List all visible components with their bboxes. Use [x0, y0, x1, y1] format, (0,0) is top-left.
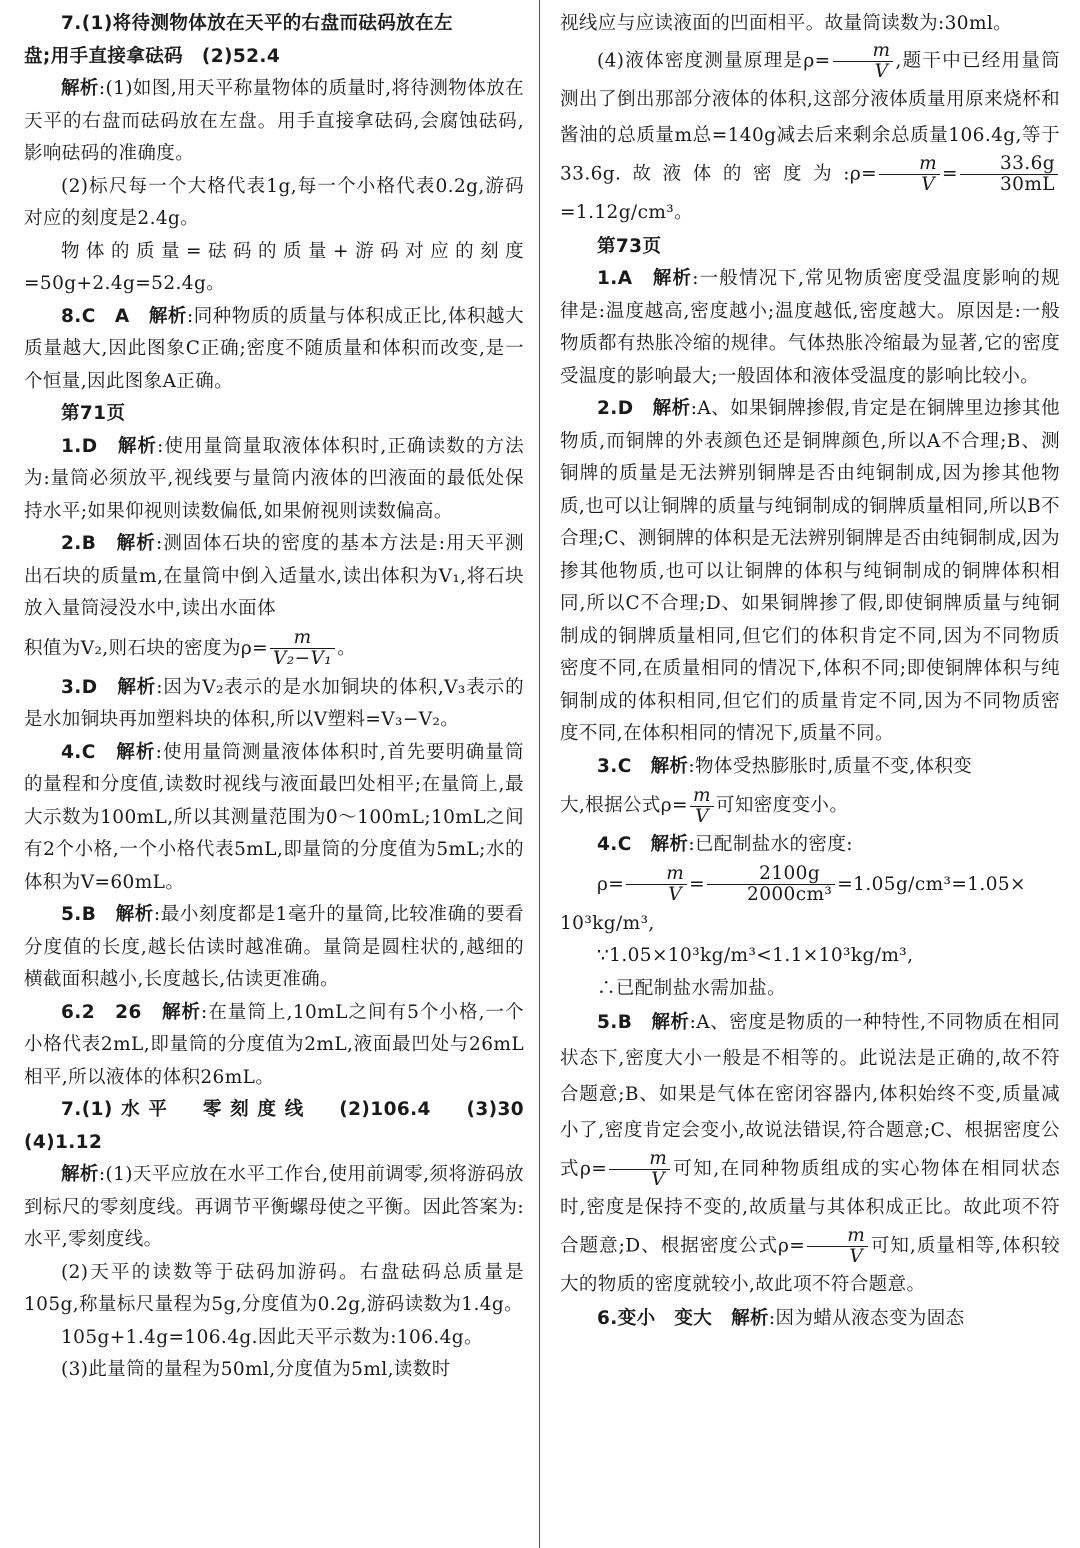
- p71-q7-analysis: 解析:(1)天平应放在水平工作台,使用前调零,须将游码放到标尺的零刻度线。再调节平衡螺母使之平衡。因此答案为:水平,零刻度线。: [24, 1164, 524, 1250]
- p73-q3-formula: 大,根据公式ρ= $\frac{m}{V}$ 可知密度变小。: [560, 784, 849, 827]
- right-column: [560, 8, 1060, 1336]
- p73-q3: 3.C 解析:物体受热膨胀时,质量不变,体积变: [597, 755, 973, 777]
- q7-analysis-3: 物体的质量=砝码的质量+游码对应的刻度=50g+2.4g=52.4g。: [24, 240, 524, 294]
- p71-q3: 3.D 解析:因为V₂表示的是水加铜块的体积,V₃表示的是水加铜块再加塑料块的体积,所以V塑料=V₃−V₂。: [24, 676, 524, 730]
- p71-q1: 1.D 解析:使用量筒量取液体体积时,正确读数的方法为:量筒必须放平,视线要与量筒内液体的凹液面的最低处保持水平;如果仰视则读数偏低,如果俯视则读数偏高。: [24, 435, 524, 522]
- p71-q7: 7.(1)水平 零刻度线 (2)106.4 (3)30 (4)1.12: [24, 1099, 543, 1153]
- column-divider: [539, 0, 540, 1548]
- p71-q7-analysis-2: (2)天平的读数等于砝码加游码。右盘砝码总质量是105g,称量标尺量程为5g,分度值为0.2g,游码读数为1.4g。: [24, 1261, 524, 1315]
- q7-answer-cont: 盘;用手直接拿砝码 (2)52.4: [24, 45, 281, 67]
- p73-q4-line3: ∵1.05×10³kg/m³<1.1×10³kg/m³,: [597, 945, 914, 966]
- section-heading-71: 第71页: [61, 403, 126, 424]
- q7-analysis-2: (2)标尺每一个大格代表1g,每一个小格代表0.2g,游码对应的刻度是2.4g。: [24, 175, 524, 229]
- q7-analysis: 解析:(1)如图,用天平称量物体的质量时,将待测物体放在天平的右盘而砝码放在左盘。用手直接拿砝码,会腐蚀砝码,影响砝码的准确度。: [24, 78, 524, 164]
- p71-q7-analysis-5: (4)液体密度测量原理是ρ= $\frac{m}{V}$ ,题干中已经用量筒测出了倒出那部分液体的体积,这部分液体质量用原来烧杯和酱油的总质量m总=140g减去后来剩余总质量106.4g,等于33.6g.故液体的密度为:ρ= $\frac{m}{V}$ = $\frac{33.6g}{30mL}$ =1.12g/cm³。: [560, 39, 1061, 223]
- p73-q4-formula: ρ= $\frac{m}{V}$ = $\frac{2100g}{\text{2000cm³}}$ =1.05g/cm³=1.05×: [597, 863, 1026, 905]
- p73-q6: 6.变小 变大 解析:因为蜡从液态变为固态: [597, 1308, 965, 1329]
- p71-q2: 2.B 解析:测固体石块的密度的基本方法是:用天平测出石块的质量m,在量筒中倒入适量水,读出体积为V₁,将石块放入量筒浸没水中,读出水面体: [24, 533, 524, 619]
- p71-q4: 4.C 解析:使用量筒测量液体体积时,首先要明确量筒的量程和分度值,读数时视线与液面最凹处相平;在量筒上,最大示数为100mL,所以其测量范围为0～100mL;10mL之间有2个小格,一个小格代表5mL,即量筒的分度值为5mL;水的体积为V=60mL。: [24, 741, 524, 893]
- p73-q4: 4.C 解析:已配制盐水的密度:: [597, 834, 853, 855]
- p71-q7-analysis-4: (3)此量筒的量程为50ml,分度值为5ml,读数时: [61, 1359, 451, 1380]
- p71-q7-analysis-3: 105g+1.4g=106.4g.因此天平示数为:106.4g。: [61, 1326, 483, 1348]
- p71-q5: 5.B 解析:最小刻度都是1毫升的量筒,比较准确的要看分度值的长度,越长估读时越准确。量筒是圆柱状的,越细的横截面积越小,长度越长,估读更准确。: [24, 904, 524, 990]
- p73-q4-line4: ∴已配制盐水需加盐。: [597, 977, 787, 999]
- p71-q6: 6.2 26 解析:在量筒上,10mL之间有5个小格,一个小格代表2mL,即量筒的分度值为2mL,液面最凹处与26mL相平,所以液体的体积26mL。: [24, 1001, 524, 1088]
- p73-q4-line2: 10³kg/m³,: [560, 912, 655, 934]
- left-column: [24, 8, 543, 1387]
- p73-q2: 2.D 解析:A、如果铜牌掺假,肯定是在铜牌里边掺其他物质,而铜牌的外表颜色还是铜牌颜色,所以A不合理;B、测铜牌的质量是无法辨别铜牌是否由纯铜制成,因为掺其他物质,也可以让铜牌的质量与纯铜制成的铜牌质量相同,所以B不合理;C、测铜牌的体积是无法辨别铜牌是否由纯铜制成,因为掺其他物质,也可以让铜牌的体积与纯铜制成的铜牌体积相同,所以C不合理;D、如果铜牌掺了假,即使铜牌质量与纯铜制成的铜牌质量相同,但它们的体积肯定不同,因为不同物质密度不同,在质量相同的情况下,体积不同;即使铜牌体积与纯铜制成的体积相同,但它们的质量肯定不同,因为不同物质密度不同,在体积相同的情况下,质量不同。: [560, 398, 1060, 744]
- q7-answer: 7.(1)将待测物体放在天平的右盘而砝码放在左: [61, 13, 453, 34]
- p73-q5: 5.B 解析:A、密度是物质的一种特性,不同物质在相同状态下,密度大小一般是不相等的。此说法是正确的,故不符合题意;B、如果是气体在密闭容器内,体积始终不变,质量减小了,密度肯定会变小,故说法错误,符合题意;C、根据密度公式ρ= $\frac{m}{V}$ 可知,在同种物质组成的实心物体在相同状态时,密度是保持不变的,故质量与其体积成正比。故此项不符合题意;D、根据密度公式ρ= $\frac{m}{V}$ 可知,质量相等,体积较大的物质的密度就较小,故此项不符合题意。: [560, 1012, 1060, 1295]
- density-fraction: $\frac{m}{\text{V₂−V₁}}$: [270, 628, 335, 669]
- p73-q1: 1.A 解析:一般情况下,常见物质密度受温度影响的规律是:温度越高,密度越小;温度越低,密度越大。原因是:一般物质都有热胀冷缩的规律。气体热胀冷缩最为显著,它的密度受温度的影响最大;一般固体和液体受温度的影响比较小。: [560, 268, 1060, 387]
- q8-item: 8.C A 解析:同种物质的质量与体积成正比,体积越大质量越大,因此图象C正确;密度不随质量和体积而改变,是一个恒量,因此图象A正确。: [24, 305, 524, 392]
- section-heading-73: 第73页: [597, 235, 662, 257]
- p71-q2-formula: 积值为V₂,则石块的密度为ρ= $\frac{m}{\text{V₂−V₁}}$ 。: [24, 627, 357, 669]
- p71-q7-analysis-cont: 视线应与应读液面的凹面相平。故量筒读数为:30ml。: [560, 13, 1013, 34]
